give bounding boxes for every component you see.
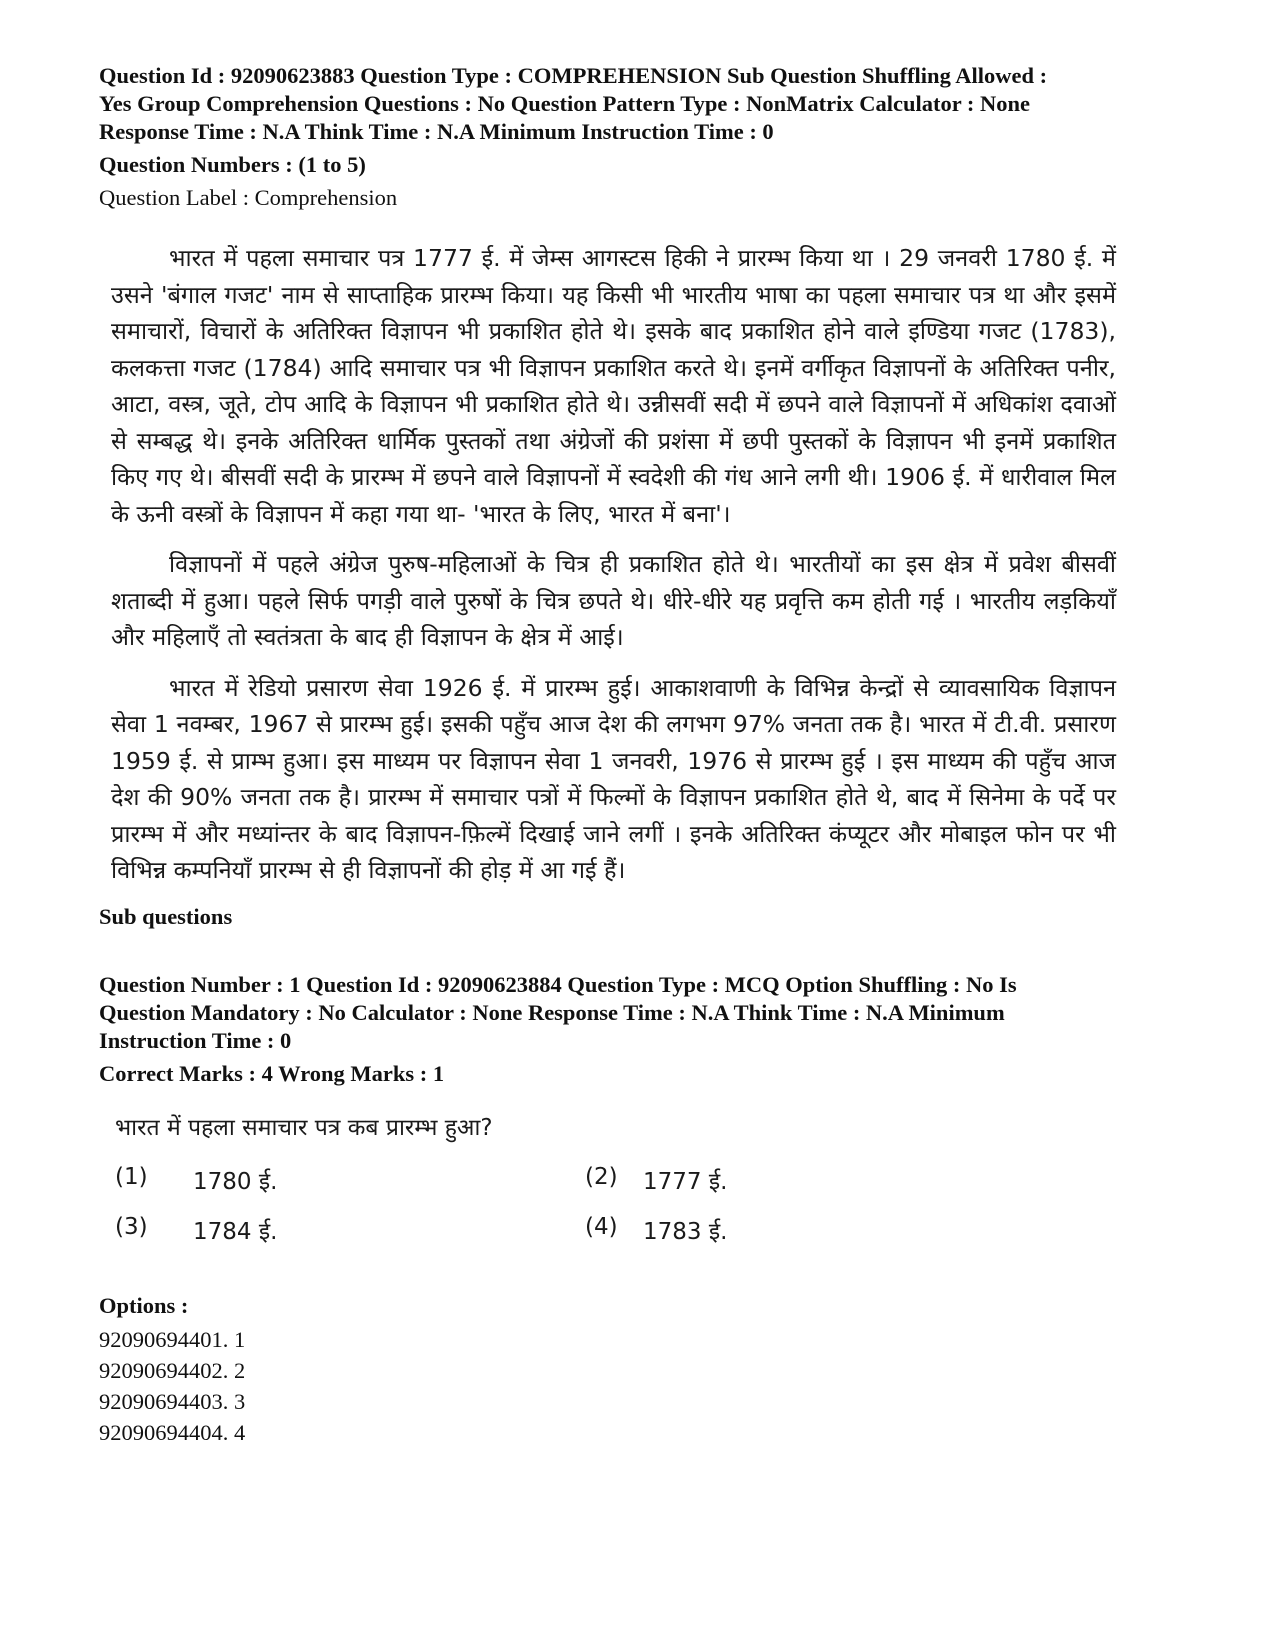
question-1: [99, 971, 1179, 1448]
header-line-3: Response Time : N.A Think Time : N.A Minimum Instruction Time : 0: [99, 119, 774, 144]
question-1-meta-line-1: Question Number : 1 Question Id : 92090623884 Question Type : MCQ Option Shuffling : No Is: [99, 971, 1017, 997]
option-id-3: 92090694403. 3: [99, 1388, 246, 1414]
question-header: [99, 62, 1179, 212]
options-label: Options :: [99, 1292, 189, 1318]
option-id-list: [99, 1324, 1179, 1448]
question-1-meta: [99, 971, 1179, 1055]
comprehension-passage: [111, 240, 1116, 889]
question-1-marks: Correct Marks : 4 Wrong Marks : 1: [99, 1060, 445, 1086]
header-line-2: Yes Group Comprehension Questions : No Question Pattern Type : NonMatrix Calculator : None: [99, 91, 1031, 116]
question-1-choices: [115, 1164, 1179, 1246]
choice-1-number: (1): [115, 1163, 148, 1190]
choice-3-text: 1784 ई.: [193, 1218, 278, 1245]
choice-4-number: (4): [585, 1213, 618, 1240]
choice-1-text: 1780 ई.: [193, 1168, 278, 1195]
passage-paragraph-1: भारत में पहला समाचार पत्र 1777 ई. में जेम्स आगस्टस हिकी ने प्रारम्भ किया था । 29 जनवरी 1780 ई. में उसने 'बंगाल गजट' नाम से साप्ताहिक प्रारम्भ किया। यह किसी भी भारतीय भाषा का पहला समाचार पत्र था और इसमें समाचारों, विचारों के अतिरिक्त विज्ञापन भी प्रकाशित होते थे। इसके बाद प्रकाशित होने वाले इण्डिया गजट (1783), कलकत्ता गजट (1784) आदि समाचार पत्र भी विज्ञापन प्रकाशित करते थे। इनमें वर्गीकृत विज्ञापनों के अतिरिक्त पनीर, आटा, वस्त्र, जूते, टोप आदि के विज्ञापन भी प्रकाशित होते थे। उन्नीसवीं सदी में छपने वाले विज्ञापनों में अधिकांश दवाओं से सम्बद्ध थे। इनके अतिरिक्त धार्मिक पुस्तकों तथा अंग्रेजों की प्रशंसा में छपी पुस्तकों के विज्ञापन भी इनमें प्रकाशित किए गए थे। बीसवीं सदी के प्रारम्भ में छपने वाले विज्ञापनों में स्वदेशी की गंध आने लगी थी। 1906 ई. में धारीवाल मिल के ऊनी वस्त्रों के विज्ञापन में कहा गया था- 'भारत के लिए, भारत में बना'।: [111, 244, 1116, 528]
header-line-1: Question Id : 92090623883 Question Type : COMPREHENSION Sub Question Shuffling Allowed :: [99, 63, 1048, 88]
question-1-meta-line-3: Instruction Time : 0: [99, 1027, 292, 1053]
choice-1: [115, 1164, 585, 1196]
choice-2-number: (2): [585, 1163, 618, 1190]
question-numbers: Question Numbers : (1 to 5): [99, 152, 366, 177]
choice-4: [585, 1214, 885, 1246]
choice-2-text: 1777 ई.: [643, 1168, 728, 1195]
question-label: Question Label : Comprehension: [99, 185, 398, 210]
sub-questions-heading: Sub questions: [99, 903, 233, 929]
question-1-text: भारत में पहला समाचार पत्र कब प्रारम्भ हुआ?: [115, 1114, 493, 1141]
choice-3-number: (3): [115, 1213, 148, 1240]
option-id-2: 92090694402. 2: [99, 1357, 246, 1383]
option-id-4: 92090694404. 4: [99, 1419, 246, 1445]
choice-3: [115, 1214, 585, 1246]
choice-2: [585, 1164, 885, 1196]
passage-paragraph-3: भारत में रेडियो प्रसारण सेवा 1926 ई. में प्रारम्भ हुई। आकाशवाणी के विभिन्न केन्द्रों से व्यावसायिक विज्ञापन सेवा 1 नवम्बर, 1967 से प्रारम्भ हुई। इसकी पहुँच आज देश की लगभग 97% जनता तक है। भारत में टी.वी. प्रसारण 1959 ई. से प्राम्भ हुआ। इस माध्यम पर विज्ञापन सेवा 1 जनवरी, 1976 से प्रारम्भ हुई । इस माध्यम की पहुँच आज देश की 90% जनता तक है। प्रारम्भ में समाचार पत्रों में फिल्मों के विज्ञापन प्रकाशित होते थे, बाद में सिनेमा के पर्दे पर प्रारम्भ में और मध्यांन्तर के बाद विज्ञापन-फ़िल्में दिखाई जाने लगीं । इनके अतिरिक्त कंप्यूटर और मोबाइल फोन पर भी विभिन्न कम्पनियाँ प्रारम्भ से ही विज्ञापनों की होड़ में आ गई हैं।: [111, 673, 1116, 884]
passage-paragraph-2: विज्ञापनों में पहले अंग्रेज पुरुष-महिलाओं के चित्र ही प्रकाशित होते थे। भारतीयों का इस क्षेत्र में प्रवेश बीसवीं शताब्दी में हुआ। पहले सिर्फ पगड़ी वाले पुरुषों के चित्र छपते थे। धीरे-धीरे यह प्रवृत्ति कम होती गई । भारतीय लड़कियाँ और महिलाएँ तो स्वतंत्रता के बाद ही विज्ञापन के क्षेत्र में आई।: [111, 550, 1116, 651]
option-id-1: 92090694401. 1: [99, 1326, 246, 1352]
question-1-meta-line-2: Question Mandatory : No Calculator : None Response Time : N.A Think Time : N.A Minimum: [99, 999, 1005, 1025]
choice-4-text: 1783 ई.: [643, 1218, 728, 1245]
